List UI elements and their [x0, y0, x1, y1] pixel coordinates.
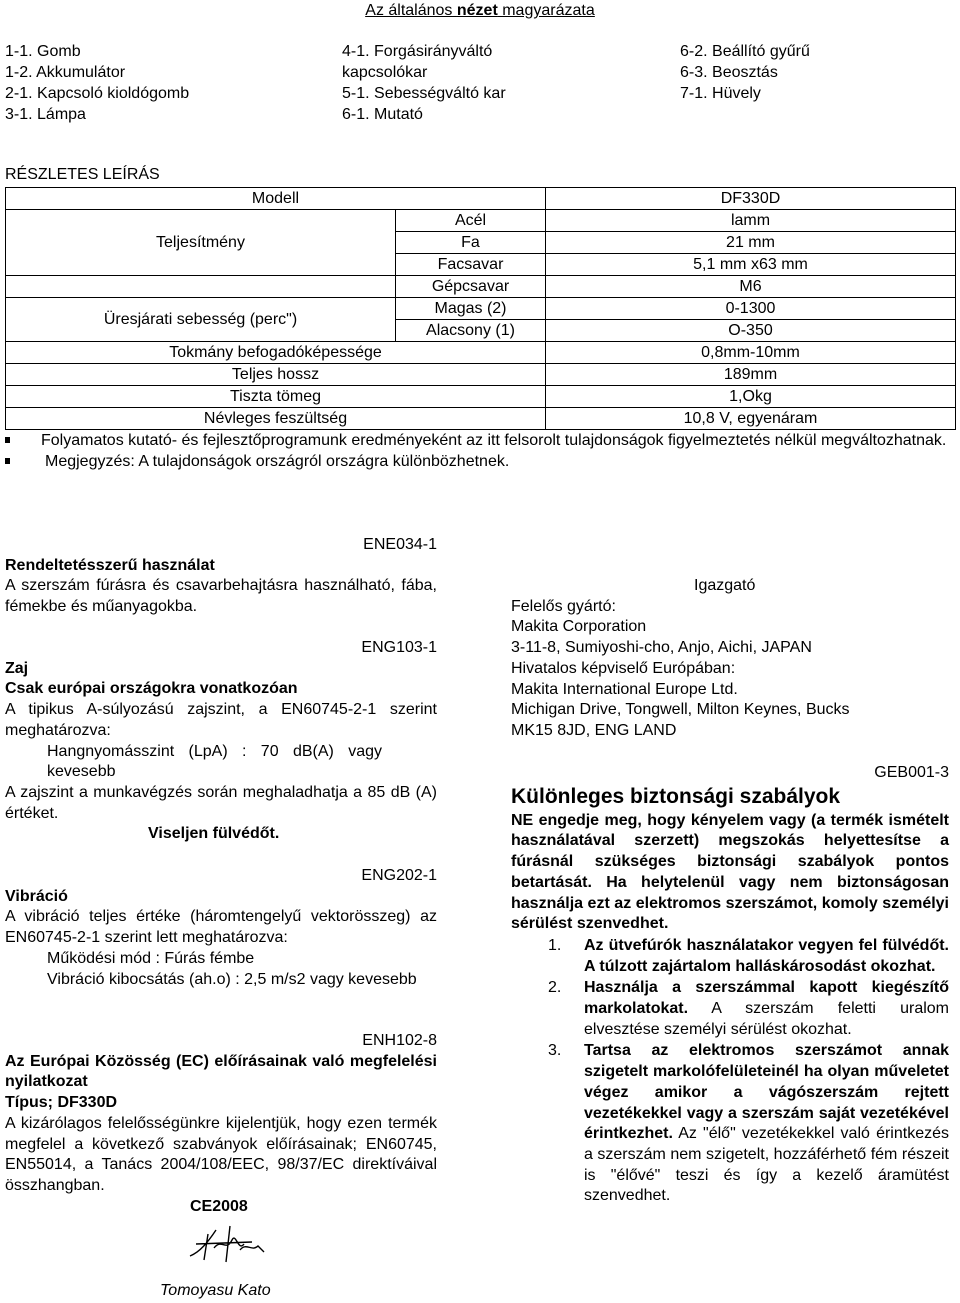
spec-value: O-350 [546, 320, 956, 342]
safety-intro: NE engedje meg, hogy kényelem vagy (a termék ismételt használatával szerzett) megszokás helyettesítse a fúrásnál szükséges biztonsági szabályok pontos betartását. Ha helytelenül vagy nem biztonságosan használja ezt az elektromos szerszámot, komoly személyi sérülést szenvedhet. [511, 811, 949, 933]
section-text: A szerszám fúrásra és csavarbehajtásra használható, fába, fémekbe és műanyagokba. [5, 577, 437, 616]
specs-heading: RÉSZLETES LEÍRÁS [5, 166, 160, 183]
spec-value: DF330D [546, 188, 956, 210]
list-item [511, 936, 949, 977]
spec-value: 10,8 V, egyenáram [546, 408, 956, 430]
title-bold: nézet [456, 2, 498, 19]
intended-use-section [5, 535, 437, 618]
spec-label: Névleges feszültség [6, 408, 546, 430]
table-row [6, 408, 956, 430]
spec-label: Modell [6, 188, 546, 210]
page-title [0, 2, 960, 20]
specs-table [5, 187, 956, 430]
table-row [6, 188, 956, 210]
section-heading: Az Európai Közösség (EC) előírásainak való megfelelési nyilatkozat [5, 1052, 437, 1091]
ear-protection-note: Viseljen fülvédőt. [148, 825, 280, 843]
legend-item: 3-1. Lámpa [5, 106, 86, 123]
ec-declaration-section [5, 1031, 437, 1217]
section-code: ENH102-8 [362, 1032, 437, 1049]
legend-item: 2-1. Kapcsoló kioldógomb [5, 85, 190, 102]
section-text: A kizárólagos felelősségünkre kijelentjük, hogy ezen termék megfelel a következő szabványok előírásainak; EN60745, EN55014, a Tanács 2004/108/EEC, 98/37/EC direktíváival összhangban. [5, 1114, 437, 1194]
spec-value: 0-1300 [546, 298, 956, 320]
spec-value: lamm [546, 210, 956, 232]
ce-mark: CE2008 [190, 1197, 248, 1215]
legend-column-1 [5, 41, 189, 125]
spec-value: 21 mm [546, 232, 956, 254]
legend-item: 6-3. Beosztás [680, 64, 778, 81]
note-text: Megjegyzés: A tulajdonságok országról országra különbözhetnek. [45, 453, 510, 470]
manufacturer-section [511, 576, 949, 742]
list-item [511, 1041, 949, 1207]
spec-value: M6 [546, 276, 956, 298]
spec-label: Teljesítmény [6, 210, 396, 276]
title-text-end: magyarázata [497, 2, 595, 19]
table-row [6, 342, 956, 364]
rule-text: Az "élő" vezetékekkel való érintkezés a szerszám nem szigetelt, hozzáférhető fém részeit is "élővé" teszi és így a kezelő áramütést szenvedhet. [584, 1125, 949, 1205]
safety-section [511, 763, 949, 1207]
legend-item: 4-1. Forgásirányváltó [342, 43, 493, 60]
section-code: ENE034-1 [363, 536, 437, 553]
section-text: A vibráció teljes értéke (háromtengelyű vektorösszeg) az EN60745-2-1 szerint lett meghatározva: [5, 908, 437, 947]
list-item [5, 451, 950, 472]
spec-label: Tiszta tömeg [6, 386, 546, 408]
table-row [6, 210, 956, 232]
spec-label: Üresjárati sebesség (perc") [6, 298, 396, 342]
legend-column-3 [680, 41, 810, 104]
section-text: A zajszint a munkavégzés során meghaladhatja a 85 dB (A) értéket. [5, 783, 437, 822]
signer-name: Tomoyasu Kato [160, 1282, 271, 1299]
noise-level: Hangnyomásszint (LpA) : 70 dB(A) vagy kevesebb [47, 742, 382, 781]
spec-sublabel: Alacsony (1) [396, 320, 546, 342]
rule-number: 1. [548, 936, 562, 954]
spec-label: Teljes hossz [6, 364, 546, 386]
table-row [6, 298, 956, 320]
company-name: Makita Corporation [511, 618, 647, 636]
section-subheading: Csak európai országokra vonatkozóan [5, 680, 298, 698]
table-row [6, 276, 956, 298]
vibration-mode: Működési mód : Fúrás fémbe [47, 949, 255, 967]
legend-column-2 [342, 41, 506, 125]
legend-item: 1-1. Gomb [5, 43, 81, 60]
bullet-square-icon [5, 437, 10, 443]
spec-notes [5, 430, 950, 472]
legend-item: kapcsolókar [342, 64, 428, 81]
rule-bold-text: Tartsa az elektromos szerszámot annak szigetelt markolófelületeinél ha olyan műveletet végez amikor a vágószerszám rejtett vezetékekkel vagy a szerszám saját vezetékével érintkezhet. [584, 1042, 949, 1143]
signature-image [186, 1222, 268, 1264]
rule-number: 3. [548, 1042, 562, 1060]
spec-label: Tokmány befogadóképessége [6, 342, 546, 364]
section-code: ENG103-1 [361, 639, 437, 656]
spec-value: 5,1 mm x63 mm [546, 254, 956, 276]
legend-item: 6-2. Beállító gyűrű [680, 43, 810, 60]
rep-label: Hivatalos képviselő Európában: [511, 659, 736, 677]
rule-bold-text: Az ütvefúrók használatakor vegyen fel fülvédőt. A túlzott zajártalom halláskárosodást okozhat. [584, 936, 949, 975]
rule-bold-text: Használja a szerszámmal kapott kiegészítő markolatokat. [584, 979, 949, 1018]
table-row [6, 386, 956, 408]
rep-address: Michigan Drive, Tongwell, Milton Keynes, Bucks [511, 701, 850, 719]
director-title: Igazgató [694, 577, 756, 594]
note-text: Folyamatos kutató- és fejlesztőprogramunk eredményeként az itt felsorolt tulajdonságok figyelmeztetés nélkül megváltozhatnak. [41, 432, 947, 449]
section-heading: Zaj [5, 659, 29, 677]
spec-sublabel: Magas (2) [396, 298, 546, 320]
list-item [5, 430, 950, 451]
legend-item: 5-1. Sebességváltó kar [342, 85, 506, 102]
table-row [6, 364, 956, 386]
title-text: Az általános [365, 2, 457, 19]
rep-company: Makita International Europe Ltd. [511, 680, 738, 698]
noise-section [5, 638, 437, 845]
section-text: A tipikus A-súlyozású zajszint, a EN60745-2-1 szerint meghatározva: [5, 701, 437, 739]
spec-sublabel: Acél [396, 210, 546, 232]
model-type: Típus; DF330D [5, 1094, 118, 1112]
spec-sublabel: Fa [396, 232, 546, 254]
section-code: GEB001-3 [874, 764, 949, 781]
rep-address: MK15 8JD, ENG LAND [511, 721, 677, 739]
spec-sublabel: Gépcsavar [396, 276, 546, 298]
spec-sublabel: Facsavar [396, 254, 546, 276]
safety-rules-list [511, 936, 949, 1207]
section-heading: Rendeltetésszerű használat [5, 556, 215, 574]
legend-item: 7-1. Hüvely [680, 85, 761, 102]
rule-text: A szerszám feletti uralom elvesztése személyi sérülést okozhat. [584, 1000, 949, 1038]
rule-number: 2. [548, 979, 562, 997]
responsible-label: Felelős gyártó: [511, 597, 616, 615]
section-heading: Vibráció [5, 887, 68, 905]
section-code: ENG202-1 [361, 867, 437, 884]
list-item [511, 978, 949, 1040]
vibration-section [5, 866, 437, 990]
vibration-emission: Vibráció kibocsátás (ah.o) : 2,5 m/s2 vagy kevesebb [47, 970, 417, 988]
spec-value: 189mm [546, 364, 956, 386]
spec-value: 0,8mm-10mm [546, 342, 956, 364]
legend-item: 6-1. Mutató [342, 106, 423, 123]
company-address: 3-11-8, Sumiyoshi-cho, Anjo, Aichi, JAPAN [511, 639, 812, 657]
bullet-square-icon [5, 458, 10, 464]
section-heading: Különleges biztonsági szabályok [511, 784, 841, 808]
spec-value: 1,Okg [546, 386, 956, 408]
legend-item: 1-2. Akkumulátor [5, 64, 126, 81]
